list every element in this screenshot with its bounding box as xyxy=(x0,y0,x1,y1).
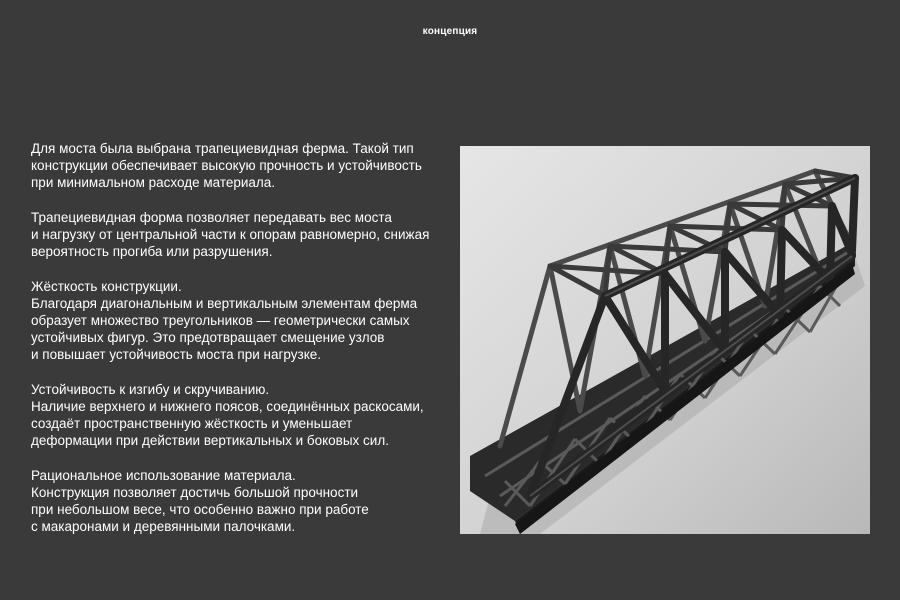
concept-text xyxy=(31,140,451,553)
text-line: устойчивых фигур. Это предотвращает смещение узлов xyxy=(31,330,385,346)
text-line: и повышает устойчивость моста при нагрузке. xyxy=(31,347,322,363)
paragraph-bending-torsion xyxy=(31,381,451,450)
text-line: при небольшом весе, что особенно важно при работе xyxy=(31,502,369,518)
text-line: Устойчивость к изгибу и скручиванию. xyxy=(31,381,270,397)
text-line: вероятность прогиба или разрушения. xyxy=(31,244,273,260)
truss-bridge-illustration xyxy=(460,146,870,534)
text-line: Конструкция позволяет достичь большой прочности xyxy=(31,485,359,500)
text-line: Для моста была выбрана трапециевидная ферма. Такой тип xyxy=(31,141,414,156)
text-line: образует множество треугольников — геометрически самых xyxy=(31,313,410,328)
text-line: Трапециевидная форма позволяет передавать вес моста xyxy=(31,209,392,225)
text-line: Наличие верхнего и нижнего поясов, соединённых раскосами, xyxy=(31,399,424,414)
text-line: Благодаря диагональным и вертикальным элементам ферма xyxy=(31,295,418,311)
paragraph-load-transfer xyxy=(31,209,451,261)
text-line: конструкции обеспечивает высокую прочность и устойчивость xyxy=(31,158,422,174)
text-line: и нагрузку от центральной части к опорам равномерно, снижая xyxy=(31,227,430,242)
text-line: при минимальном расходе материала. xyxy=(31,175,276,191)
truss-bridge-model-photo xyxy=(460,146,870,534)
page-title: концепция xyxy=(422,26,478,37)
paragraph-material-use xyxy=(31,467,451,536)
text-line: Жёсткость конструкции. xyxy=(31,278,182,294)
text-line: Рациональное использование материала. xyxy=(31,467,296,483)
paragraph-rigidity xyxy=(31,278,451,364)
paragraph-truss-choice xyxy=(31,140,451,192)
text-line: с макаронами и деревянными палочками. xyxy=(31,519,296,535)
text-line: деформации при действии вертикальных и боковых сил. xyxy=(31,433,389,449)
text-line: создаёт пространственную жёсткость и уменьшает xyxy=(31,416,353,432)
